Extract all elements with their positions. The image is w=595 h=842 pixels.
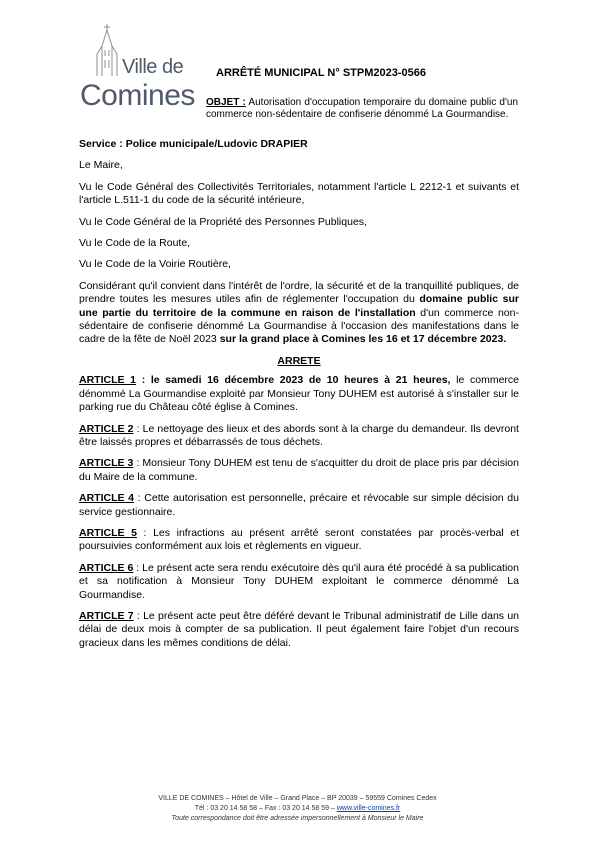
vu-4: Vu le Code de la Voirie Routière, <box>79 258 231 271</box>
objet-label: OBJET : <box>206 97 246 108</box>
website-link[interactable]: www.ville-comines.fr <box>336 805 401 812</box>
article-label: ARTICLE 5 <box>79 526 137 539</box>
article-text: : Monsieur Tony DUHEM est tenu de s'acquitter du droit de place pris par décision du Maire de la commune. <box>79 457 519 483</box>
logo-line1: Ville de <box>122 56 184 78</box>
footer-contact <box>60 804 535 814</box>
arrete-heading: ARRETE <box>277 354 321 367</box>
article-text: : Les infractions au présent arrêté seront constatées par procès-verbal et poursuivies conformément aux lois et règlements en vigueur. <box>79 526 519 553</box>
objet-block <box>206 97 518 121</box>
logo-line2: Comines <box>80 79 195 112</box>
article-bold: : le samedi 16 décembre 2023 de 10 heures à 21 heures, <box>136 374 451 387</box>
vu-2: Vu le Code Général de la Propriété des Personnes Publiques, <box>79 215 367 228</box>
article-2 <box>79 423 519 450</box>
article-text: : Cette autorisation est personnelle, précaire et révocable sur simple décision du service gestionnaire. <box>79 492 519 518</box>
objet-text: Autorisation d'occupation temporaire du domaine public d'un commerce non-sédentaire de confiserie dénommé La Gourmandise. <box>206 97 518 120</box>
article-label: ARTICLE 1 <box>79 374 137 387</box>
article-label: ARTICLE 6 <box>79 561 134 574</box>
service-line: Service : Police municipale/Ludovic DRAPIER <box>79 138 308 150</box>
article-label: ARTICLE 3 <box>79 457 134 470</box>
considerant-a: Considérant qu'il convient dans l'intérêt de l'ordre, la sécurité et de la tranquillité publiques, de prendre toutes les mesures utiles afin de réglementer l'occupation du <box>79 279 519 306</box>
vu-1: Vu le Code Général des Collectivités Territoriales, notamment l'article L 2212-1 et suivants et l'article L.511-1 du code de la sécurité intérieure, <box>79 180 519 207</box>
article-5 <box>79 527 519 554</box>
decree-body <box>79 138 519 658</box>
article-text: : Le présent acte peut être déféré devant le Tribunal administratif de Lille dans un délai de deux mois à compter de sa publication. Il peut également faire l'objet d'un recours gracieux dans les mêmes conditions de délai. <box>79 609 519 649</box>
article-6 <box>79 562 519 602</box>
article-label: ARTICLE 7 <box>79 609 134 622</box>
article-label: ARTICLE 2 <box>79 422 134 435</box>
considerant <box>79 280 519 347</box>
decree-title: ARRÊTÉ MUNICIPAL N° STPM2023-0566 <box>216 67 426 79</box>
article-text: le commerce dénommé La Gourmandise exploité par Monsieur Tony DUHEM est autorisé à s'installer sur le parking rue du Château côté église à Comines. <box>79 374 520 414</box>
footer-note: Toute correspondance doit être adressée impersonnellement à Monsieur le Maire <box>171 815 424 822</box>
city-logo <box>82 24 194 114</box>
church-logo-icon <box>94 24 120 76</box>
article-7 <box>79 610 519 650</box>
article-4 <box>79 492 519 519</box>
article-1 <box>79 374 519 414</box>
article-3 <box>79 457 519 484</box>
considerant-d: sur la grand place à Comines les 16 et 17 décembre 2023. <box>219 333 507 346</box>
page-footer <box>60 794 535 824</box>
article-text: : Le présent acte sera rendu exécutoire dès qu'il aura été procédé à sa publication et sa notification à Monsieur Tony DUHEM exploitant le commerce dénommé La Gourmandise. <box>79 561 519 601</box>
footer-address: VILLE DE COMINES – Hôtel de Ville – Grand Place – BP 20039 – 59559 Comines Cedex <box>158 795 437 802</box>
article-text: : Le nettoyage des lieux et des abords sont à la charge du demandeur. Ils devront être laissés propres et débarrassés de tous déchets. <box>79 422 519 448</box>
considerant-c: d'un commerce non-sédentaire de confiserie dénommé La Gourmandise à l'occasion des manifestations dans le cadre de la fête de Noël 2023 <box>79 306 519 346</box>
considerant-b: domaine public sur une partie du territoire de la commune en raison de l'installation <box>79 293 519 319</box>
footer-phone: Tél : 03 20 14 58 58 – Fax : 03 20 14 58 59 – <box>194 805 337 812</box>
article-label: ARTICLE 4 <box>79 492 135 505</box>
vu-3: Vu le Code de la Route, <box>79 237 191 250</box>
le-maire: Le Maire, <box>79 159 123 172</box>
